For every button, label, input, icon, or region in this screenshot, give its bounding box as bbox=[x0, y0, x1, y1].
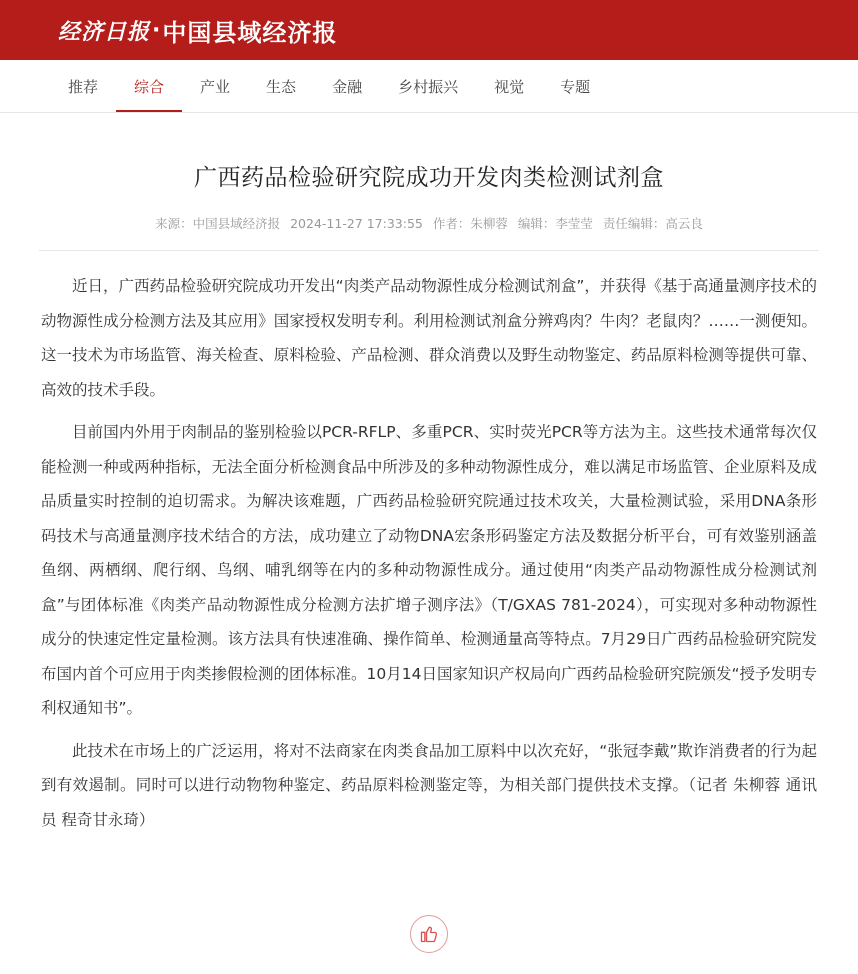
article bbox=[39, 159, 819, 953]
meta-author: 作者：朱柳蓉 bbox=[432, 216, 508, 231]
nav-item-finance[interactable]: 金融 bbox=[332, 77, 363, 96]
article-paragraph: 此技术在市场上的广泛运用，将对不法商家在肉类食品加工原料中以次充好，“张冠李戴”欺诈消费者的行为起到有效遏制。同时可以进行动物物种鉴定、药品原料检测鉴定等，为相关部门提供技术支撑。（记者 朱柳蓉 通讯员 程奇甘永琦） bbox=[41, 741, 817, 829]
logo-separator: · bbox=[152, 17, 161, 43]
nav-item-industry[interactable]: 产业 bbox=[200, 77, 231, 96]
thumbs-up-icon bbox=[419, 924, 439, 944]
nav-item-rural[interactable]: 乡村振兴 bbox=[398, 77, 459, 96]
article-title: 广西药品检验研究院成功开发肉类检测试剂盒 bbox=[194, 165, 664, 191]
article-body bbox=[39, 269, 819, 837]
nav-item-visual[interactable]: 视觉 bbox=[494, 77, 525, 96]
meta-source: 来源：中国县域经济报 bbox=[155, 216, 281, 231]
logo-main[interactable]: 中国县域经济报 bbox=[162, 17, 338, 47]
like-button[interactable] bbox=[410, 915, 448, 953]
article-paragraph: 近日，广西药品检验研究院成功开发出“肉类产品动物源性成分检测试剂盒”，并获得《基于高通量测序技术的动物源性成分检测方法及其应用》国家授权发明专利。利用检测试剂盒分辨鸡肉？牛肉？老鼠肉？……一测便知。这一技术为市场监管、海关检查、原料检验、产品检测、群众消费以及野生动物鉴定、药品原料检测等提供可靠、高效的技术手段。 bbox=[41, 277, 817, 399]
meta-editor: 编辑：李莹莹 bbox=[517, 216, 593, 231]
logo-script[interactable]: 经济日报 bbox=[58, 18, 151, 45]
nav-item-topics[interactable]: 专题 bbox=[560, 77, 591, 96]
like-area bbox=[39, 915, 819, 953]
article-paragraph: 目前国内外用于肉制品的鉴别检验以PCR-RFLP、多重PCR、实时荧光PCR等方法为主。这些技术通常每次仅能检测一种或两种指标，无法全面分析检测食品中所涉及的多种动物源性成分，难以满足市场监管、企业原料及成品质量实时控制的迫切需求。为解决该难题，广西药品检验研究院通过技术攻关，大量检测试验，采用DNA条形码技术与高通量测序技术结合的方法，成功建立了动物DNA宏条形码鉴定方法及数据分析平台，可有效鉴别涵盖鱼纲、两栖纲、爬行纲、鸟纲、哺乳纲等在内的多种动物源性成分。通过使用“肉类产品动物源性成分检测试剂盒”与团体标准《肉类产品动物源性成分检测方法扩增子测序法》（T/GXAS 781-2024），可实现对多种动物源性成分的快速定性定量检测。该方法具有快速准确、操作简单、检测通量高等特点。7月29日广西药品检验研究院发布国内首个可应用于肉类掺假检测的团体标准。10月14日国家知识产权局向广西药品检验研究院颁发“授予发明专利权通知书”。 bbox=[41, 423, 817, 717]
site-header bbox=[0, 0, 858, 60]
meta-chief-editor: 责任编辑：高云良 bbox=[602, 216, 703, 231]
nav-item-recommend[interactable]: 推荐 bbox=[68, 77, 99, 96]
nav-item-general[interactable]: 综合 bbox=[116, 60, 182, 112]
article-meta bbox=[39, 214, 819, 251]
main-nav bbox=[0, 60, 858, 113]
nav-item-ecology[interactable]: 生态 bbox=[266, 77, 297, 96]
meta-datetime: 2024-11-27 17:33:55 bbox=[290, 216, 423, 231]
